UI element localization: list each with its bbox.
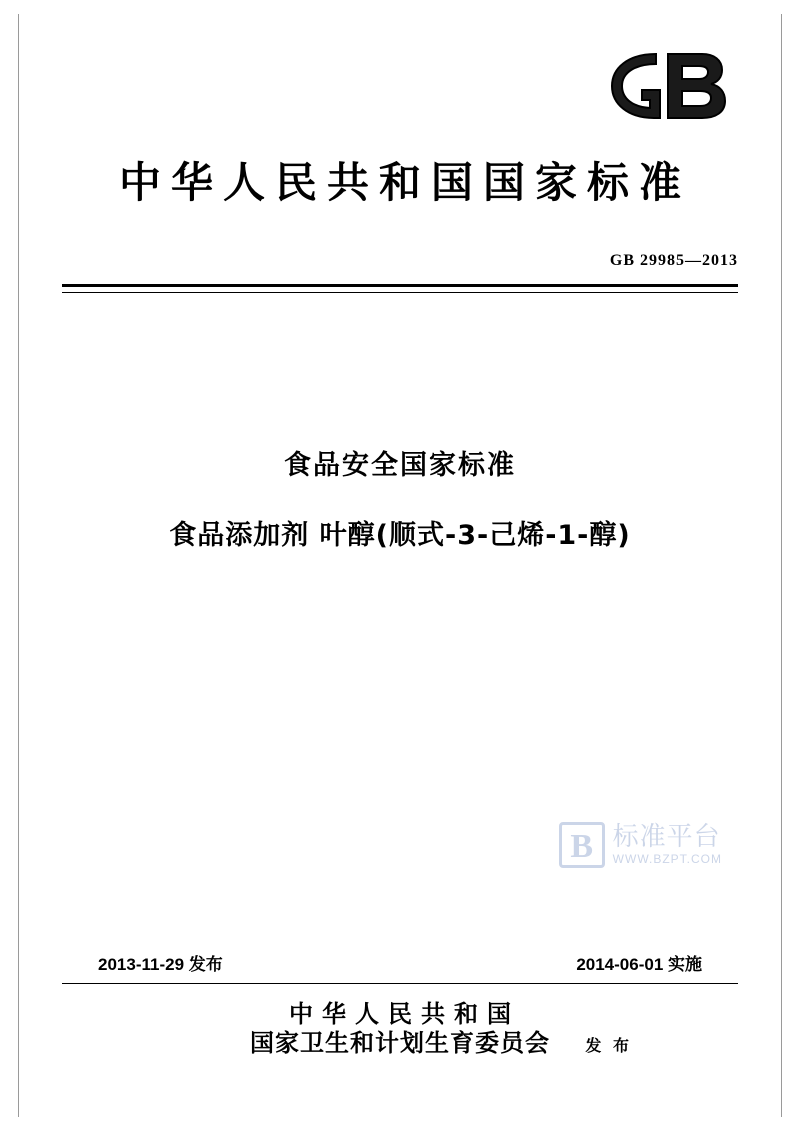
document-title-line-2: 食品添加剂 叶醇(顺式-3-己烯-1-醇): [169, 520, 631, 551]
header-rule-thin: [62, 292, 738, 293]
national-standard-heading: 中华人民共和国国家标准: [118, 158, 691, 207]
header-rule-thick: [62, 284, 738, 287]
watermark-sub-text: WWW.BZPT.COM: [612, 852, 722, 866]
effective-date: 2014-06-01 实施: [576, 955, 702, 974]
watermark-badge-icon: B: [559, 822, 605, 868]
issuer-line-1: 中华人民共和国: [289, 999, 520, 1028]
issuer-block: [0, 1000, 800, 1058]
watermark-text: [613, 823, 722, 867]
watermark: [559, 822, 722, 868]
issuer-publish-label: 发 布: [585, 1036, 632, 1055]
footer-rule: [62, 983, 738, 984]
standard-number: GB 29985—2013: [609, 252, 738, 269]
issue-date: 2013-11-29 发布: [98, 955, 223, 974]
gb-logo-icon: [598, 38, 738, 134]
issuer-inner: [250, 999, 632, 1058]
issuer-line-2: 国家卫生和计划生育委员会: [250, 1028, 550, 1057]
watermark-main-text: 标准平台: [612, 822, 721, 852]
document-title-line-1: 食品安全国家标准: [284, 450, 516, 481]
